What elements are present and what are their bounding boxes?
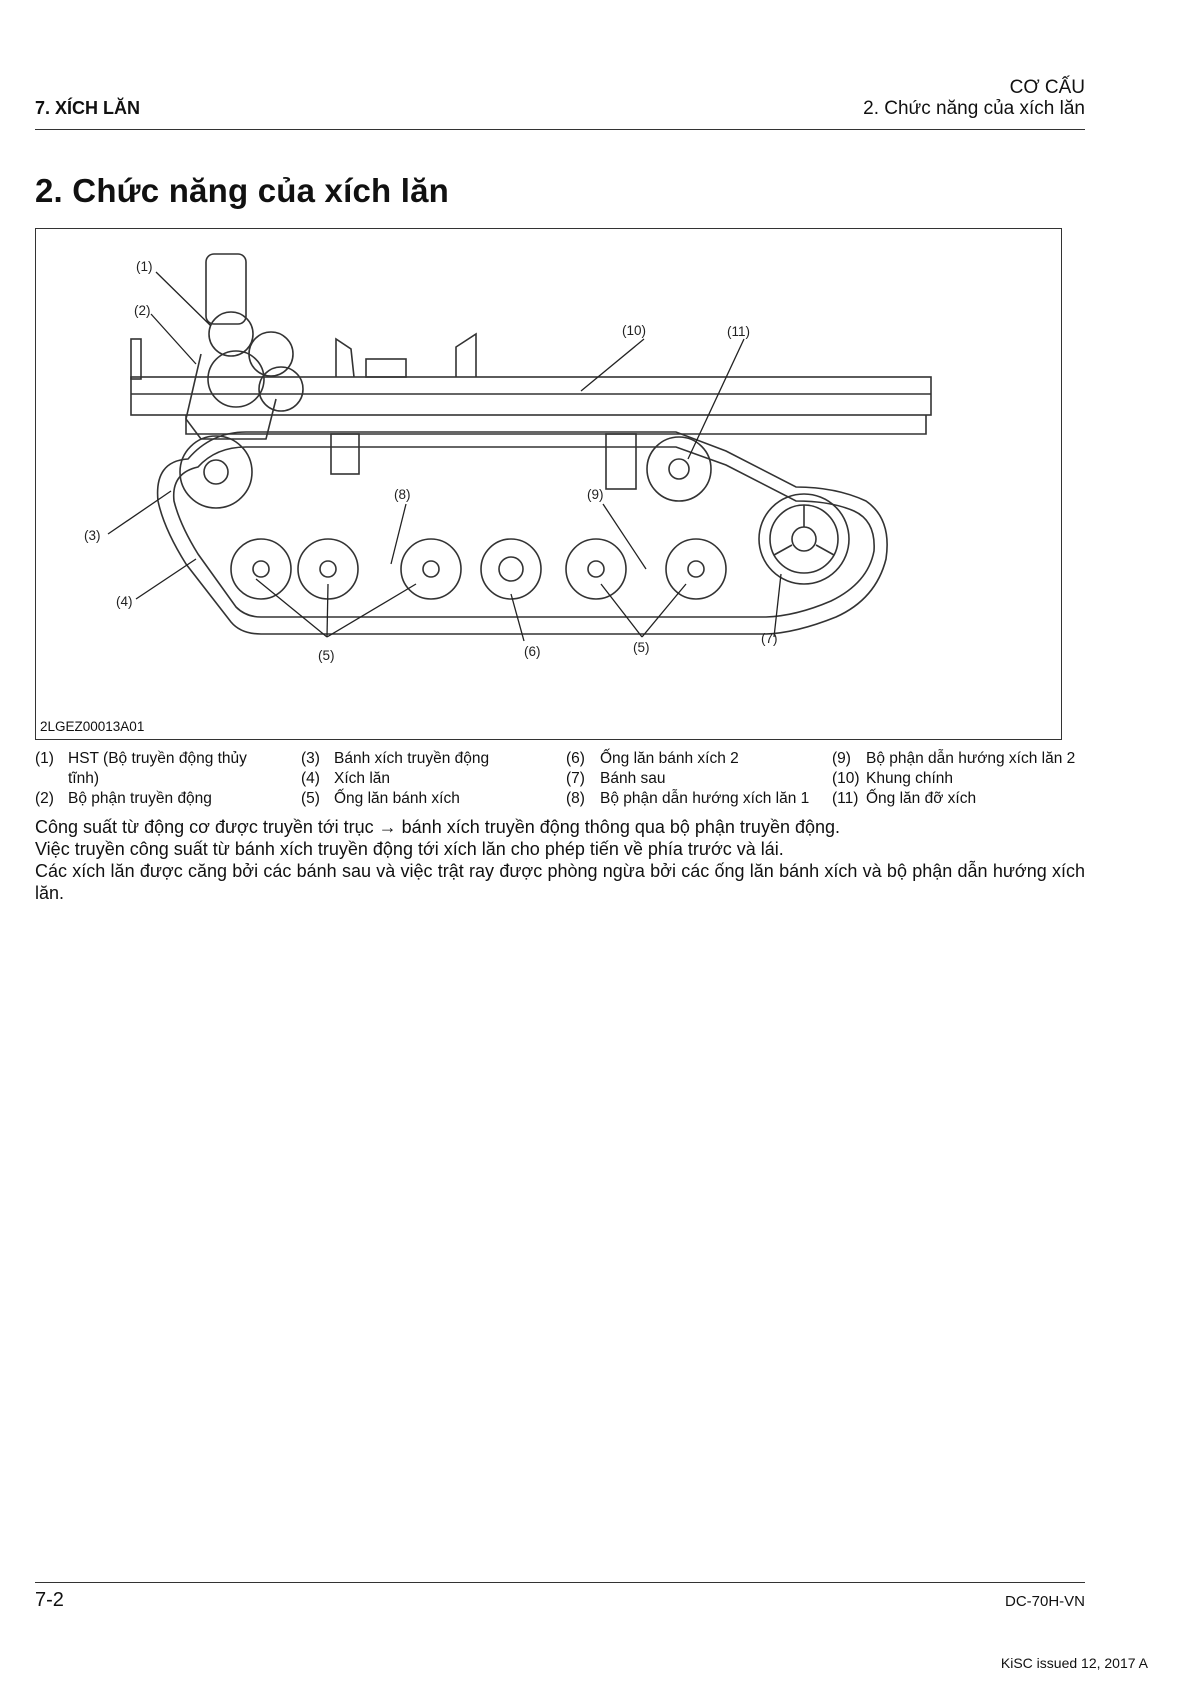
callout-4: (4) (116, 594, 133, 609)
chapter-title: 7. XÍCH LĂN (35, 98, 141, 118)
issue-note: KiSC issued 12, 2017 A (1000, 1655, 1148, 1671)
callout-2: (2) (134, 303, 151, 318)
legend-num-10: (10) (832, 770, 860, 787)
track-rollers (231, 539, 726, 599)
legend-num-9: (9) (832, 750, 851, 767)
section-title: 2. Chức năng của xích lăn (863, 98, 1085, 119)
legend-text-2: Bộ phận truyền động (68, 790, 212, 807)
legend-text-7: Bánh sau (600, 770, 666, 787)
callout-9: (9) (587, 487, 604, 502)
carrier-roller (647, 437, 711, 501)
figure-code: 2LGEZ00013A01 (40, 719, 145, 734)
callout-11: (11) (727, 324, 751, 339)
page-title: 2. Chức năng của xích lăn (35, 172, 450, 209)
crawler-diagram (35, 228, 1062, 740)
legend-text-5: Ống lăn bánh xích (334, 790, 460, 807)
drive-sprocket (180, 436, 252, 508)
legend-text-1: HST (Bộ truyền động thủy (68, 750, 247, 767)
callout-5a: (5) (318, 648, 335, 663)
legend-num-5: (5) (301, 790, 320, 807)
legend-num-7: (7) (566, 770, 585, 787)
legend-text-1-cont: tĩnh) (68, 770, 100, 787)
legend-text-11: Ống lăn đỡ xích (866, 790, 977, 807)
paragraph-2: Việc truyền công suất từ bánh xích truyền động tới xích lăn cho phép tiến về phía trước và lái. (35, 839, 784, 859)
crawler-drawing (36, 229, 1063, 741)
legend-text-10: Khung chính (866, 770, 954, 787)
legend-num-1: (1) (35, 750, 54, 767)
legend-num-3: (3) (301, 750, 320, 767)
callout-6: (6) (524, 644, 541, 659)
description (35, 816, 1085, 904)
model-code: DC-70H-VN (1004, 1593, 1085, 1610)
legend-text-4: Xích lăn (334, 770, 391, 787)
legend-text-3: Bánh xích truyền động (334, 750, 490, 767)
main-frame (131, 377, 931, 415)
paragraph-3: Các xích lăn được căng bởi các bánh sau và việc trật ray được phòng ngừa bởi các ống lăn bánh xích và bộ phận dẫn hướng xích lăn. (35, 861, 1085, 903)
page-number: 7-2 (35, 1589, 64, 1611)
legend-num-2: (2) (35, 790, 54, 807)
callout-5c: (5) (633, 640, 650, 655)
legend-num-8: (8) (566, 790, 585, 807)
callout-3: (3) (84, 528, 101, 543)
paragraph-1: Công suất từ động cơ được truyền tới trục → bánh xích truyền động thông qua bộ phận truyền động. (35, 817, 841, 837)
legend-text-8: Bộ phận dẫn hướng xích lăn 1 (600, 790, 810, 807)
legend-text-9: Bộ phận dẫn hướng xích lăn 2 (866, 750, 1076, 767)
callout-7: (7) (761, 631, 778, 646)
section-group-title: CƠ CẤU (1009, 77, 1085, 98)
legend-num-11: (11) (832, 790, 859, 807)
legend-text-6: Ống lăn bánh xích 2 (600, 750, 739, 767)
header-divider (35, 129, 1085, 130)
callout-1: (1) (136, 259, 153, 274)
callout-10: (10) (622, 323, 647, 338)
legend-num-4: (4) (301, 770, 320, 787)
legend-num-6: (6) (566, 750, 585, 767)
callout-8: (8) (394, 487, 411, 502)
footer-divider (35, 1582, 1085, 1583)
